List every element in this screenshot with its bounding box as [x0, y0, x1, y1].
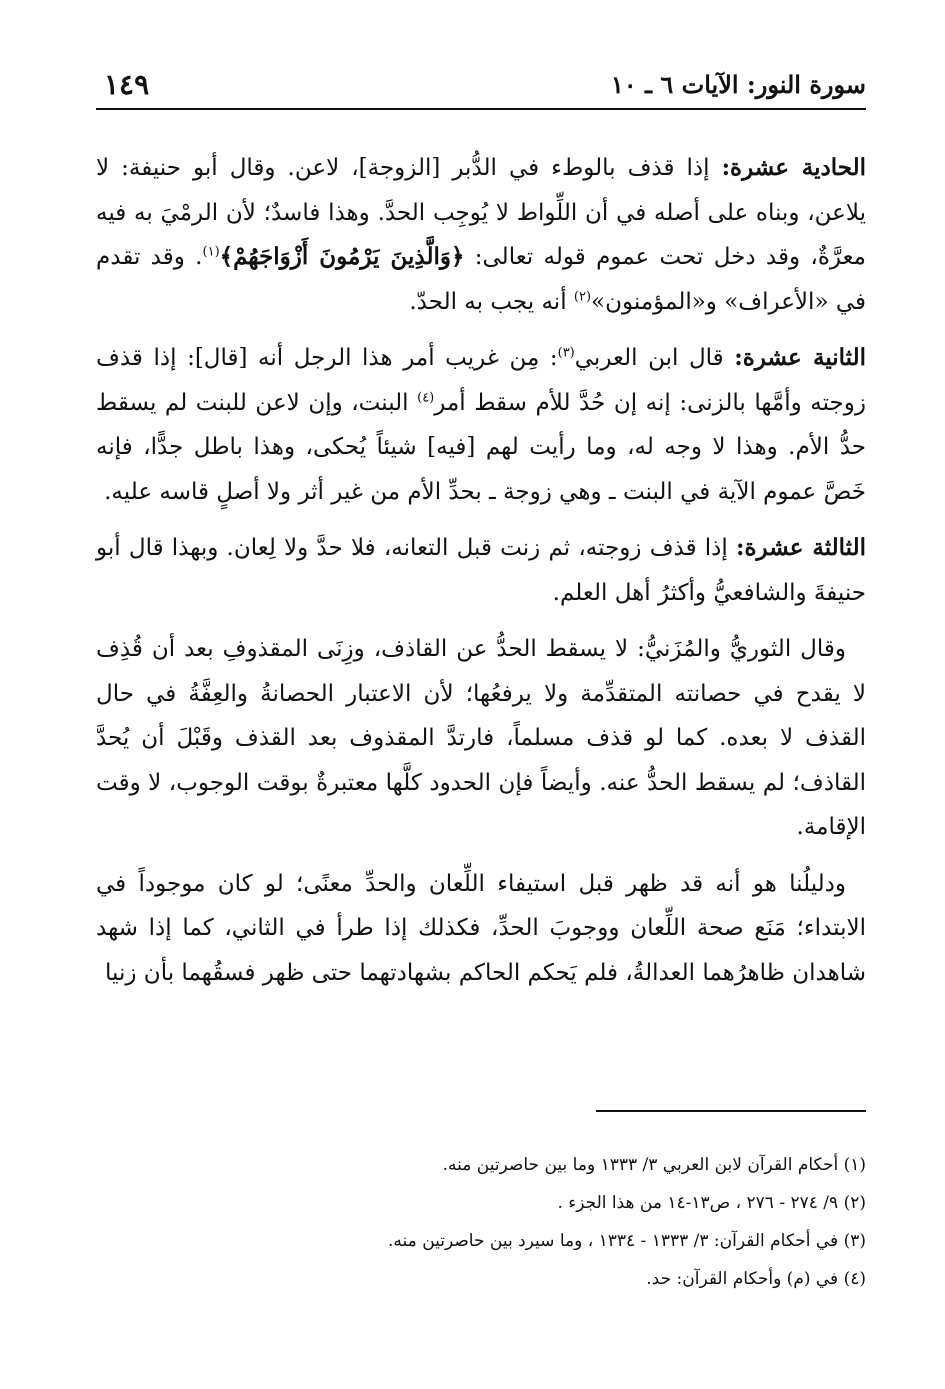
paragraph-text: . وقد تقدم في «الأعراف» و«المؤمنون»	[96, 244, 866, 315]
paragraph-text: أنه يجب به الحدّ.	[409, 288, 574, 315]
footnote-item: (١) أحكام القرآن لابن العربي ٣/ ١٣٣٣ وما بين حاصرتين منه.	[442, 1155, 866, 1175]
paragraph-text: إذا قذف بالوطء في الدُّبر [الزوجة]، لاعن. وقال أبو حنيفة: لا يلاعن، وبناه على أصله في أن اللِّواط لا يُوجِب الحدَّ. وهذا فاسدٌ؛ لأن الرمْيَ به فيه معرَّةٌ، وقد دخل تحت عموم قوله تعالى:	[96, 155, 866, 270]
paragraph-text: قال ابن العربي	[574, 345, 735, 371]
footnote-divider	[596, 1110, 866, 1112]
footnote-ref: (٣)	[557, 345, 575, 361]
issue-heading: الثالثة عشرة:	[736, 534, 867, 561]
page-number: ١٤٩	[104, 68, 150, 101]
main-text	[96, 146, 866, 1007]
footnotes	[96, 1146, 866, 1298]
paragraph-text: : مِن غريب أمر هذا الرجل أنه [قال]: إذا قذف زوجته وأمَّها بالزنى: إنه إن حُدَّ للأم سقط أمر	[96, 345, 866, 416]
paragraph-text: البنت، وإن لاعن للبنت لم يسقط حدُّ الأم. وهذا لا وجه له، وما رأيت لهم [فيه] شيئاً يُحكى، وهذا باطل جدًّا، فإنه خَصَّ عموم الآية في البنت ـ وهي زوجة ـ بحدِّ الأم من غير أثر ولا أصلٍ قاسه عليه.	[96, 389, 866, 505]
footnote-ref: (٤)	[417, 389, 435, 405]
footnote-ref: (١)	[202, 244, 220, 260]
paragraph-text: وقال الثوريُّ والمُزَنيُّ: لا يسقط الحدُّ عن القاذف، وزِنَى المقذوفِ بعد أن قُذِف لا يقدح في حصانته المتقدِّمة ولا يرفعُها؛ لأن الاعتبار الحصانةُ والعِفَّةُ في حال القذف لا بعده. كما لو قذف مسلماً، فارتدَّ المقذوف بعد القذف وقَبْلَ أن يُحدَّ القاذف؛ لم يسقط الحدُّ عنه. وأيضاً فإن الحدود كلَّها معتبرةٌ بوقت الوجوب، لا وقت الإقامة.	[96, 636, 866, 840]
footnote-item: (٣) في أحكام القرآن: ٣/ ١٣٣٣ - ١٣٣٤ ، وما سيرد بين حاصرتين منه.	[388, 1231, 866, 1251]
footnote-ref: (٢)	[573, 288, 592, 304]
header-divider	[96, 108, 866, 110]
running-header	[96, 66, 866, 106]
paragraph-11	[96, 146, 866, 324]
footnote-item: (٢) ٩/ ٢٧٤ - ٢٧٦ ، ص١٣-١٤ من هذا الجزء .	[557, 1193, 866, 1213]
paragraph-text: إذا قذف زوجته، ثم زنت قبل التعانه، فلا حدَّ ولا لِعان. وبهذا قال أبو حنيفةَ والشافعيُّ وأكثرُ أهل العلم.	[96, 535, 866, 606]
issue-heading: الحادية عشرة:	[721, 154, 866, 181]
paragraph-evidence	[96, 862, 866, 996]
paragraph-12	[96, 336, 866, 514]
quran-verse: ﴿وَالَّذِينَ يَرْمُونَ أَزْوَاجَهُمْ﴾	[219, 243, 465, 270]
paragraph-text: ودليلُنا هو أنه قد ظهر قبل استيفاء اللِّعان والحدِّ معنًى؛ لو كان موجوداً في الابتداء؛ مَنَع صحة اللِّعان ووجوبَ الحدِّ، فكذلك إذا طرأ في الثاني، كما إذا شهد شاهدان ظاهرُهما العدالةُ، فلم يَحكم الحاكم بشهادتهما حتى ظهر فسقُهما بأن زنيا	[96, 870, 866, 986]
paragraph-13	[96, 526, 866, 615]
footnote-item: (٤) في (م) وأحكام القرآن: حد.	[646, 1269, 866, 1289]
paragraph-opposing-view	[96, 627, 866, 850]
issue-heading: الثانية عشرة:	[734, 344, 867, 371]
chapter-title: سورة النور: الآيات ٦ ـ ١٠	[610, 70, 866, 99]
